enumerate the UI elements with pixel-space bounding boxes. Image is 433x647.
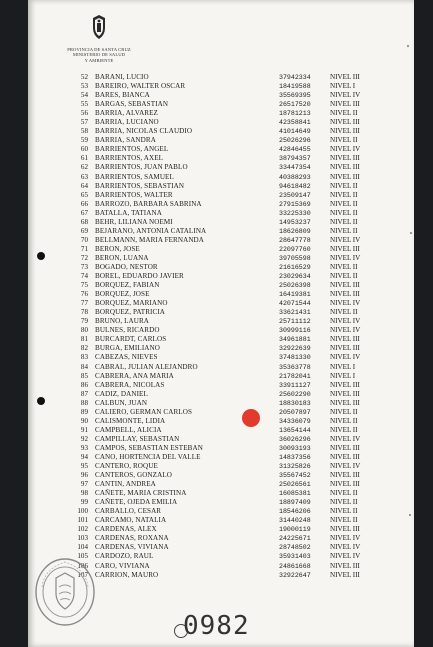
row-level: NIVEL II [330, 489, 358, 498]
row-level: NIVEL III [330, 398, 360, 407]
table-row [74, 136, 374, 145]
row-name: CALIERO, GERMAN CARLOS [95, 407, 192, 416]
row-name: BERON, LUANA [95, 253, 149, 262]
row-name: BORQUEZ, PATRICIA [95, 308, 166, 317]
row-level: NIVEL IV [330, 353, 361, 362]
row-level: NIVEL III [330, 389, 360, 398]
row-dni: 25026296 [279, 137, 311, 145]
row-number: 74 [80, 272, 88, 281]
table-row [74, 73, 374, 82]
row-number: 66 [80, 199, 88, 208]
row-number: 83 [80, 353, 88, 362]
row-name: CALISMONTE, LIDIA [95, 416, 166, 425]
table-row [74, 534, 374, 543]
row-dni: 23029634 [279, 273, 311, 281]
row-level: NIVEL II [330, 498, 358, 507]
row-name: CARDOZO, RAUL [95, 552, 154, 561]
row-level: NIVEL III [330, 380, 360, 389]
row-name: CARO, VIVIANA [95, 561, 150, 570]
row-name: BARES, BIANCA [95, 91, 150, 100]
row-dni: 14837356 [279, 453, 311, 461]
row-number: 101 [77, 516, 88, 525]
row-number: 96 [80, 471, 88, 480]
row-dni: 25711112 [279, 318, 311, 326]
row-level: NIVEL IV [330, 434, 361, 443]
row-dni: 25602290 [279, 390, 311, 398]
row-level: NIVEL II [330, 217, 358, 226]
row-number: 85 [80, 371, 88, 380]
table-row [74, 272, 374, 281]
table-row [74, 191, 374, 200]
table-row [74, 390, 374, 399]
table-row [74, 163, 374, 172]
row-dni: 42846455 [279, 146, 311, 154]
header-environment: Y AMBIENTE [84, 57, 114, 63]
row-dni: 32922647 [279, 571, 311, 579]
row-number: 62 [80, 163, 88, 172]
row-number: 69 [80, 226, 88, 235]
row-level: NIVEL III [330, 118, 360, 127]
table-row [74, 245, 374, 254]
row-number: 55 [80, 100, 88, 109]
row-number: 103 [77, 534, 88, 543]
row-number: 81 [80, 335, 88, 344]
row-name: BARRIENTOS, JUAN PABLO [95, 163, 188, 172]
row-number: 73 [80, 262, 88, 271]
row-number: 77 [80, 299, 88, 308]
row-name: BULNES, RICARDO [95, 326, 160, 335]
row-number: 64 [80, 181, 88, 190]
red-marker-dot [242, 409, 260, 427]
row-level: NIVEL III [330, 561, 360, 570]
table-row [74, 209, 374, 218]
row-number: 54 [80, 91, 88, 100]
row-dni: 36026296 [279, 435, 311, 443]
row-name: BAREIRO, WALTER OSCAR [95, 82, 186, 91]
row-number: 67 [80, 208, 88, 217]
header-province: PROVINCIA DE SANTA CRUZ [67, 47, 131, 52]
row-number: 60 [80, 145, 88, 154]
row-name: CARDENAS, VIVIANA [95, 543, 169, 552]
header-ministry: MINISTERIO DE SALUD [72, 52, 126, 58]
table-row [74, 109, 374, 118]
row-level: NIVEL IV [330, 235, 361, 244]
row-level: NIVEL III [330, 172, 360, 181]
row-number: 63 [80, 172, 88, 181]
row-dni: 40388293 [279, 173, 311, 181]
row-dni: 25026398 [279, 282, 311, 290]
row-dni: 18419588 [279, 83, 311, 91]
row-dni: 27915369 [279, 200, 311, 208]
table-row [74, 145, 374, 154]
row-name: BARGAS, SEBASTIAN [95, 100, 169, 109]
table-row [74, 426, 374, 435]
row-dni: 37481330 [279, 354, 311, 362]
table-row [74, 381, 374, 390]
table-row [74, 236, 374, 245]
row-level: NIVEL II [330, 190, 358, 199]
table-row [74, 82, 374, 91]
table-row [74, 254, 374, 263]
row-name: CAMPILLAY, SEBASTIAN [95, 434, 180, 443]
row-dni: 24225671 [279, 535, 311, 543]
row-level: NIVEL II [330, 516, 358, 525]
table-row [74, 100, 374, 109]
row-level: NIVEL I [330, 82, 356, 91]
row-level: NIVEL III [330, 344, 360, 353]
row-name: BRUNO, LAURA [95, 317, 150, 326]
row-name: BERON, JOSE [95, 244, 140, 253]
table-row [74, 154, 374, 163]
row-dni: 42358841 [279, 119, 311, 127]
row-name: CABRAL, JULIAN ALEJANDRO [95, 362, 198, 371]
row-name: CARCAMO, NATALIA [95, 516, 167, 525]
row-name: BORQUEZ, FABIAN [95, 281, 160, 290]
row-level: NIVEL II [330, 407, 358, 416]
row-dni: 26517520 [279, 101, 311, 109]
row-level: NIVEL I [330, 371, 356, 380]
table-row [74, 127, 374, 136]
row-dni: 33621431 [279, 309, 311, 317]
row-level: NIVEL IV [330, 462, 361, 471]
row-dni: 30093193 [279, 444, 311, 452]
row-number: 70 [80, 235, 88, 244]
table-row [74, 471, 374, 480]
row-dni: 28647778 [279, 236, 311, 244]
official-seal-icon [34, 557, 96, 627]
row-dni: 37942334 [279, 74, 311, 81]
table-row [74, 417, 374, 426]
table-row [74, 326, 374, 335]
row-level: NIVEL III [330, 335, 360, 344]
table-row [74, 353, 374, 362]
table-row [74, 182, 374, 191]
row-number: 107 [77, 570, 88, 579]
row-dni: 14953237 [279, 218, 311, 226]
table-row [74, 543, 374, 552]
row-name: BARRIENTOS, WALTER [95, 190, 173, 199]
row-name: BARRIA, ALVAREZ [95, 109, 158, 118]
row-level: NIVEL III [330, 290, 360, 299]
row-dni: 41014649 [279, 128, 311, 136]
row-number: 91 [80, 425, 88, 434]
row-name: BARRIENTOS, AXEL [95, 154, 164, 163]
row-level: NIVEL III [330, 244, 360, 253]
row-dni: 20507897 [279, 408, 311, 416]
table-row [74, 435, 374, 444]
row-name: BOGADO, NESTOR [95, 262, 158, 271]
table-row [74, 299, 374, 308]
row-level: NIVEL IV [330, 253, 361, 262]
row-dni: 18781213 [279, 110, 311, 118]
table-row [74, 91, 374, 100]
row-number: 86 [80, 380, 88, 389]
table-row [74, 516, 374, 525]
row-number: 65 [80, 190, 88, 199]
row-number: 99 [80, 498, 88, 507]
table-row [74, 317, 374, 326]
row-level: NIVEL II [330, 416, 358, 425]
row-level: NIVEL III [330, 281, 360, 290]
row-name: CANTEROS, GONZALO [95, 471, 172, 480]
margin-mark [409, 514, 411, 516]
row-number: 68 [80, 217, 88, 226]
row-number: 59 [80, 136, 88, 145]
provincial-crest-icon [88, 14, 110, 40]
row-number: 97 [80, 480, 88, 489]
table-row [74, 507, 374, 516]
row-name: BEHR, LILIANA NOEMI [95, 217, 173, 226]
row-number: 92 [80, 434, 88, 443]
row-number: 79 [80, 317, 88, 326]
row-name: BARRIENTOS, SAMUEL [95, 172, 174, 181]
row-level: NIVEL III [330, 480, 360, 489]
row-number: 88 [80, 398, 88, 407]
row-name: CAMPOS, SEBASTIAN ESTEBAN [95, 443, 203, 452]
row-dni: 31325826 [279, 463, 311, 471]
row-number: 80 [80, 326, 88, 335]
row-name: CAÑETE, OJEDA EMILIA [95, 498, 178, 507]
row-dni: 31440248 [279, 517, 311, 525]
row-dni: 34336079 [279, 417, 311, 425]
row-number: 90 [80, 416, 88, 425]
row-dni: 32922639 [279, 345, 311, 353]
row-level: NIVEL II [330, 425, 358, 434]
row-name: CAMPBELL, ALICIA [95, 425, 162, 434]
row-dni: 34961881 [279, 336, 311, 344]
row-level: NIVEL II [330, 208, 358, 217]
table-row [74, 118, 374, 127]
table-row [74, 173, 374, 182]
row-dni: 21616529 [279, 263, 311, 271]
row-level: NIVEL IV [330, 543, 361, 552]
row-number: 95 [80, 462, 88, 471]
row-number: 61 [80, 154, 88, 163]
row-level: NIVEL III [330, 570, 360, 579]
row-dni: 18830183 [279, 399, 311, 407]
margin-mark [410, 232, 412, 234]
row-number: 93 [80, 443, 88, 452]
row-level: NIVEL II [330, 109, 358, 118]
row-dni: 18626809 [279, 227, 311, 235]
table-row [74, 444, 374, 453]
row-name: BOREL, EDUARDO JAVIER [95, 272, 184, 281]
document-header [64, 14, 134, 63]
row-level: NIVEL III [330, 100, 360, 109]
row-level: NIVEL III [330, 525, 360, 534]
row-name: CANO, HORTENCIA DEL VALLE [95, 452, 201, 461]
row-dni: 28748502 [279, 544, 311, 552]
row-number: 87 [80, 389, 88, 398]
row-number: 71 [80, 244, 88, 253]
table-row [74, 453, 374, 462]
row-number: 72 [80, 253, 88, 262]
row-level: NIVEL IV [330, 299, 361, 308]
row-name: CAÑETE, MARIA CRISTINA [95, 489, 187, 498]
row-dni: 33447354 [279, 164, 311, 172]
row-number: 89 [80, 407, 88, 416]
row-level: NIVEL III [330, 73, 360, 81]
row-dni: 33225330 [279, 209, 311, 217]
row-name: BURCARDT, CARLOS [95, 335, 167, 344]
row-number: 102 [77, 525, 88, 534]
row-level: NIVEL III [330, 154, 360, 163]
table-row [74, 462, 374, 471]
row-number: 104 [77, 543, 88, 552]
row-level: NIVEL III [330, 452, 360, 461]
table-row [74, 363, 374, 372]
table-row [74, 408, 374, 417]
table-row [74, 562, 374, 571]
table-row [74, 552, 374, 561]
table-row [74, 571, 374, 580]
row-level: NIVEL IV [330, 534, 361, 543]
row-dni: 42071544 [279, 300, 311, 308]
row-name: BARRIA, SANDRA [95, 136, 156, 145]
table-row [74, 489, 374, 498]
row-number: 84 [80, 362, 88, 371]
row-number: 53 [80, 82, 88, 91]
row-level: NIVEL IV [330, 552, 361, 561]
row-dni: 33911127 [279, 381, 311, 389]
row-dni: 30999116 [279, 327, 311, 335]
row-name: CADIZ, DANIEL [95, 389, 148, 398]
row-number: 98 [80, 489, 88, 498]
row-number: 52 [80, 73, 88, 81]
row-number: 94 [80, 452, 88, 461]
row-name: CARDENAS, ROXANA [95, 534, 169, 543]
row-dni: 19000119 [279, 526, 311, 534]
row-dni: 35569395 [279, 92, 311, 100]
row-name: BARRIENTOS, ANGEL [95, 145, 169, 154]
table-row [74, 399, 374, 408]
row-name: CANTERO, ROQUE [95, 462, 158, 471]
row-dni: 16085381 [279, 490, 311, 498]
row-number: 106 [77, 561, 88, 570]
row-name: BEJARANO, ANTONIA CATALINA [95, 226, 207, 235]
row-name: BARANI, LUCIO [95, 73, 149, 81]
row-dni: 35931403 [279, 553, 311, 561]
row-level: NIVEL II [330, 262, 358, 271]
row-dni: 18546206 [279, 508, 311, 516]
table-row [74, 290, 374, 299]
table-row [74, 308, 374, 317]
row-dni: 39705598 [279, 254, 311, 262]
row-level: NIVEL II [330, 136, 358, 145]
row-number: 76 [80, 290, 88, 299]
row-dni: 22097760 [279, 245, 311, 253]
row-name: BARRIA, NICOLAS CLAUDIO [95, 127, 193, 136]
row-name: BORQUEZ, MARIANO [95, 299, 168, 308]
row-name: CARRION, MAURO [95, 570, 159, 579]
table-row [74, 480, 374, 489]
row-number: 75 [80, 281, 88, 290]
row-dni: 38794357 [279, 155, 311, 163]
margin-mark [407, 45, 409, 47]
table-row [74, 525, 374, 534]
row-level: NIVEL III [330, 163, 360, 172]
row-name: CARBALLO, CESAR [95, 507, 162, 516]
table-row [74, 498, 374, 507]
row-level: NIVEL II [330, 272, 358, 281]
table-row [74, 372, 374, 381]
row-dni: 24861668 [279, 562, 311, 570]
row-name: CARDENAS, ALEX [95, 525, 157, 534]
table-row [74, 281, 374, 290]
row-dni: 13654144 [279, 426, 311, 434]
row-dni: 25026561 [279, 481, 311, 489]
table-row [74, 227, 374, 236]
row-level: NIVEL II [330, 181, 358, 190]
row-dni: 16419381 [279, 291, 311, 299]
row-level: NIVEL IV [330, 91, 361, 100]
row-level: NIVEL I [330, 362, 356, 371]
row-number: 56 [80, 109, 88, 118]
row-level: NIVEL II [330, 308, 358, 317]
row-number: 57 [80, 118, 88, 127]
row-number: 78 [80, 308, 88, 317]
row-level: NIVEL III [330, 127, 360, 136]
row-dni: 18897409 [279, 499, 311, 507]
row-dni: 35567452 [279, 472, 311, 480]
punch-hole-top [37, 252, 45, 260]
row-name: CALBUN, JUAN [95, 398, 148, 407]
table-row [74, 218, 374, 227]
row-number: 58 [80, 127, 88, 136]
row-dni: 35363778 [279, 363, 311, 371]
row-number: 82 [80, 344, 88, 353]
page-stamp-number: 0982 [183, 611, 250, 641]
row-number: 100 [77, 507, 88, 516]
personnel-table [74, 73, 374, 580]
row-level: NIVEL III [330, 471, 360, 480]
row-number: 105 [77, 552, 88, 561]
row-name: CABEZAS, NIEVES [95, 353, 158, 362]
row-level: NIVEL II [330, 199, 358, 208]
table-row [74, 344, 374, 353]
table-row [74, 335, 374, 344]
row-name: BARRIENTOS, SEBASTIAN [95, 181, 185, 190]
row-name: CABRERA, NICOLAS [95, 380, 165, 389]
row-name: BELLMANN, MARIA FERNANDA [95, 235, 205, 244]
table-row [74, 263, 374, 272]
row-dni: 23509147 [279, 191, 311, 199]
row-level: NIVEL IV [330, 326, 361, 335]
row-name: BARRIA, LUCIANO [95, 118, 159, 127]
row-name: CANTIN, ANDREA [95, 480, 156, 489]
row-name: BATALLA, TATIANA [95, 208, 162, 217]
row-level: NIVEL III [330, 443, 360, 452]
row-name: BARROZO, BARBARA SABRINA [95, 199, 202, 208]
row-level: NIVEL II [330, 507, 358, 516]
row-name: BURGA, EMILIANO [95, 344, 160, 353]
row-name: CABRERA, ANA MARIA [95, 371, 174, 380]
row-level: NIVEL IV [330, 145, 361, 154]
row-name: BORQUEZ, JOSE [95, 290, 150, 299]
row-dni: 94618482 [279, 182, 311, 190]
row-level: NIVEL IV [330, 317, 361, 326]
table-row [74, 200, 374, 209]
row-level: NIVEL II [330, 226, 358, 235]
row-dni: 21782041 [279, 372, 311, 380]
punch-hole-bottom [37, 397, 45, 405]
